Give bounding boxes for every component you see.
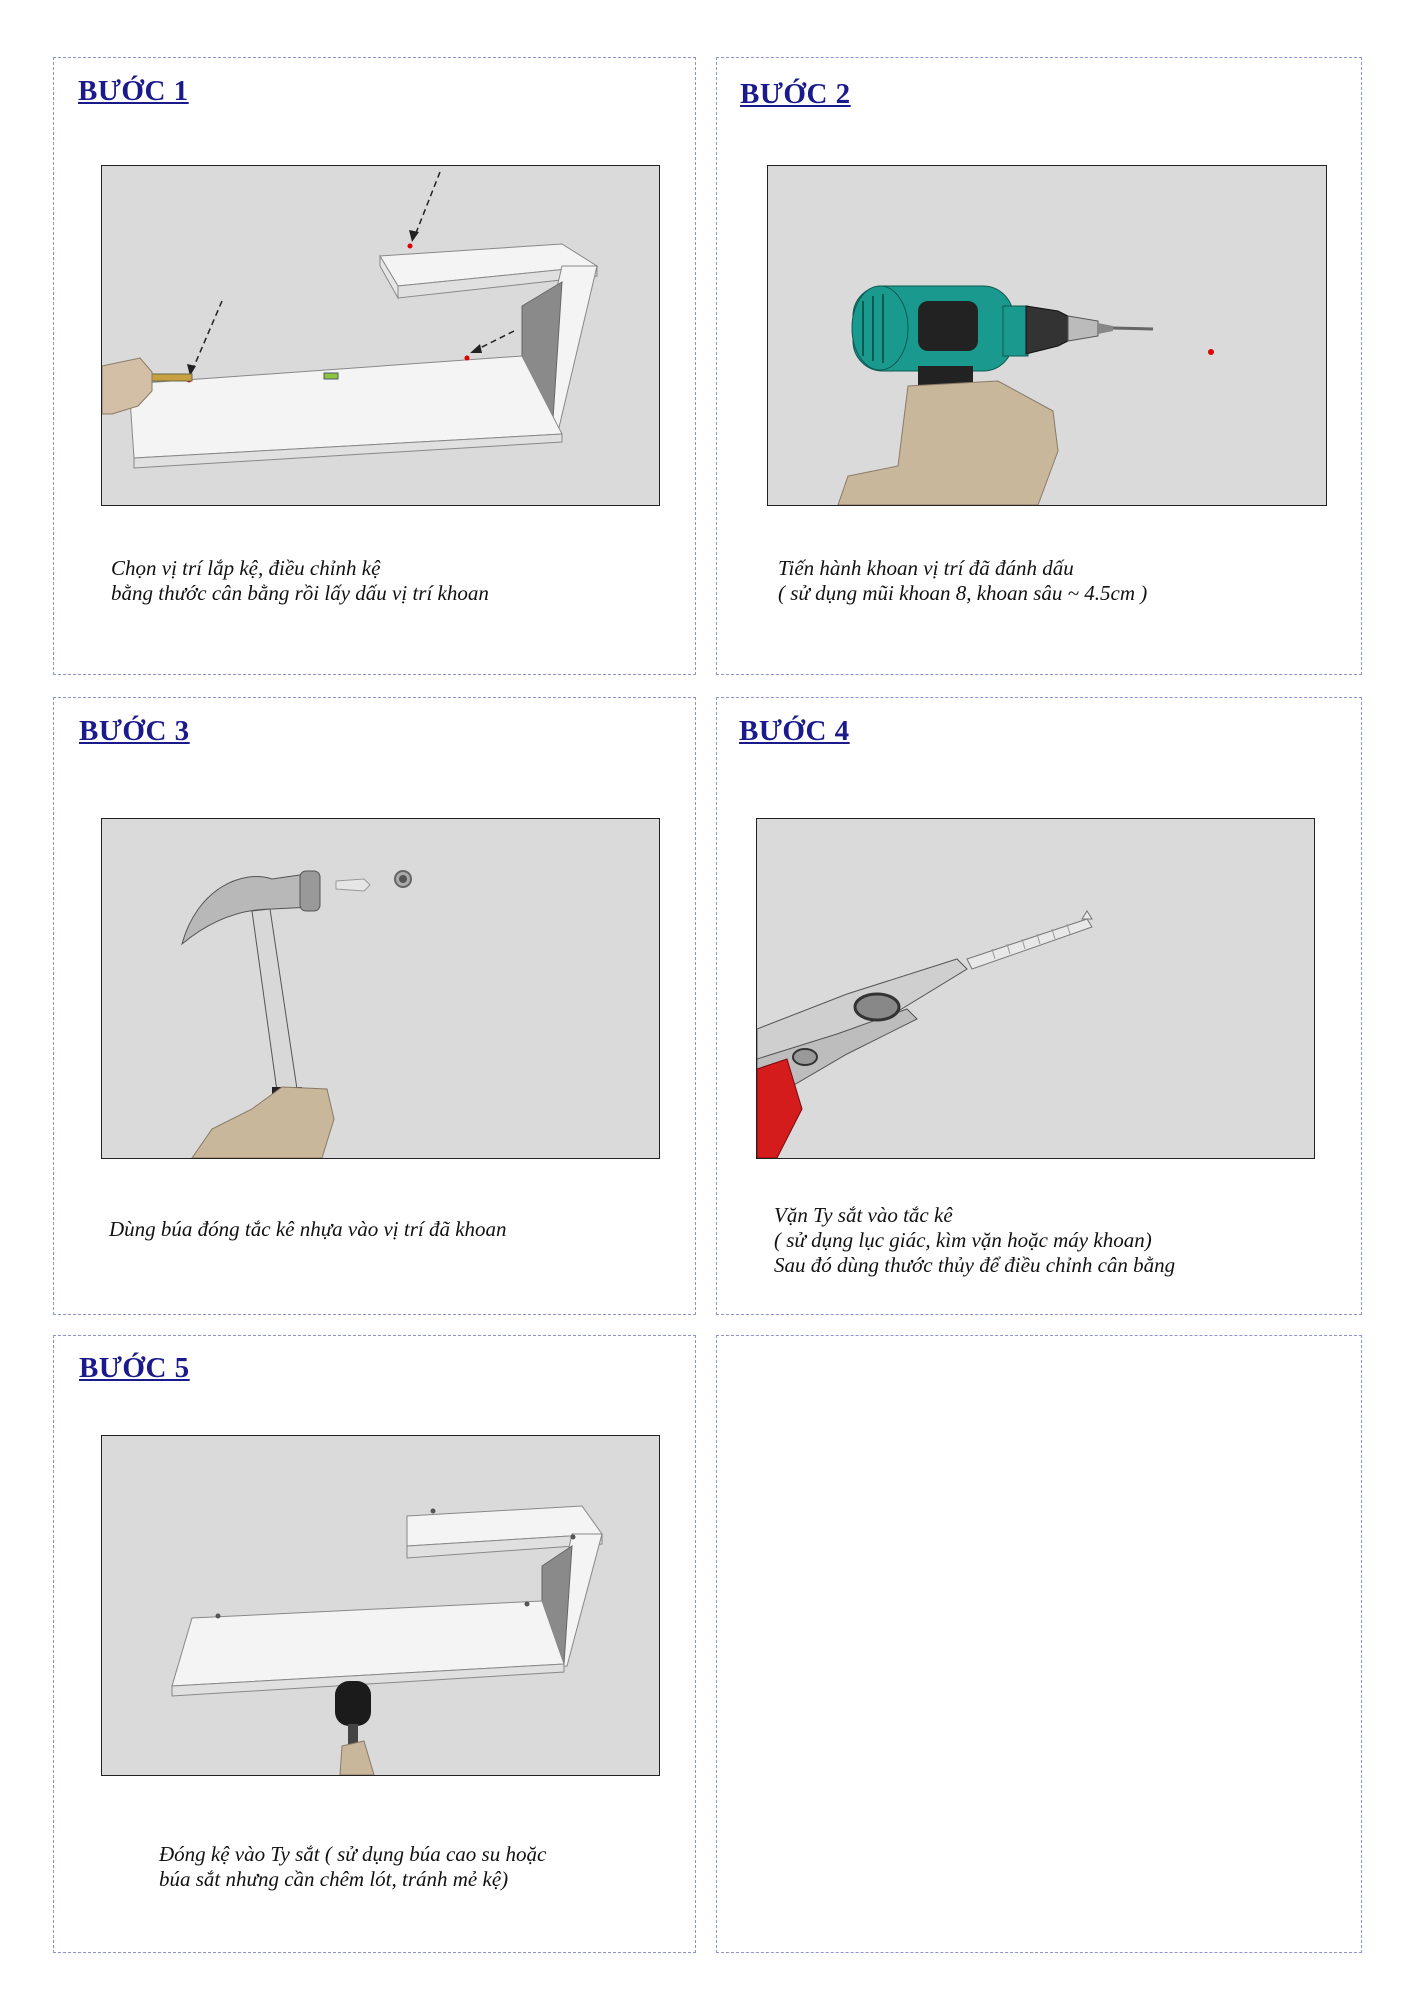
mallet-illustration [102,1436,659,1775]
step-4-title: BƯỚC 4 [739,715,850,747]
step-3-illustration [101,818,660,1159]
caption-line: búa sắt nhưng cần chêm lót, tránh mẻ kệ) [159,1867,509,1891]
caption-line: Đóng kệ vào Ty sắt ( sử dụng búa cao su hoặc [159,1842,547,1866]
step-2-title: BƯỚC 2 [740,78,851,110]
caption-line: Chọn vị trí lắp kệ, điều chỉnh kệ [111,556,381,580]
step-5-title: BƯỚC 5 [79,1352,190,1384]
caption-line: ( sử dụng lục giác, kìm vặn hoặc máy khoan) [774,1228,1152,1252]
caption-line: Sau đó dùng thước thủy để điều chỉnh cân bằng [774,1253,1176,1277]
step-1-illustration [101,165,660,506]
hammer-illustration [102,819,659,1158]
drill-illustration [768,166,1326,505]
empty-panel [716,1335,1362,1953]
step-2-caption [778,556,1147,606]
caption-line: bằng thước cân bằng rồi lấy dấu vị trí khoan [111,581,489,605]
step-3-title: BƯỚC 3 [79,715,190,747]
caption-line: Vặn Ty sắt vào tắc kê [774,1203,953,1227]
pliers-illustration [757,819,1314,1158]
caption-line: ( sử dụng mũi khoan 8, khoan sâu ~ 4.5cm ) [778,581,1148,605]
step-3-caption [109,1217,507,1242]
shelf-illustration [102,166,659,505]
caption-line: Dùng búa đóng tắc kê nhựa vào vị trí đã khoan [109,1217,507,1241]
step-2-illustration [767,165,1327,506]
step-5-illustration [101,1435,660,1776]
caption-line: Tiến hành khoan vị trí đã đánh dấu [778,556,1074,580]
step-4-illustration [756,818,1315,1159]
step-5-caption [159,1842,546,1892]
step-1-title: BƯỚC 1 [78,75,189,107]
step-4-caption [774,1203,1175,1278]
step-1-caption [111,556,489,606]
